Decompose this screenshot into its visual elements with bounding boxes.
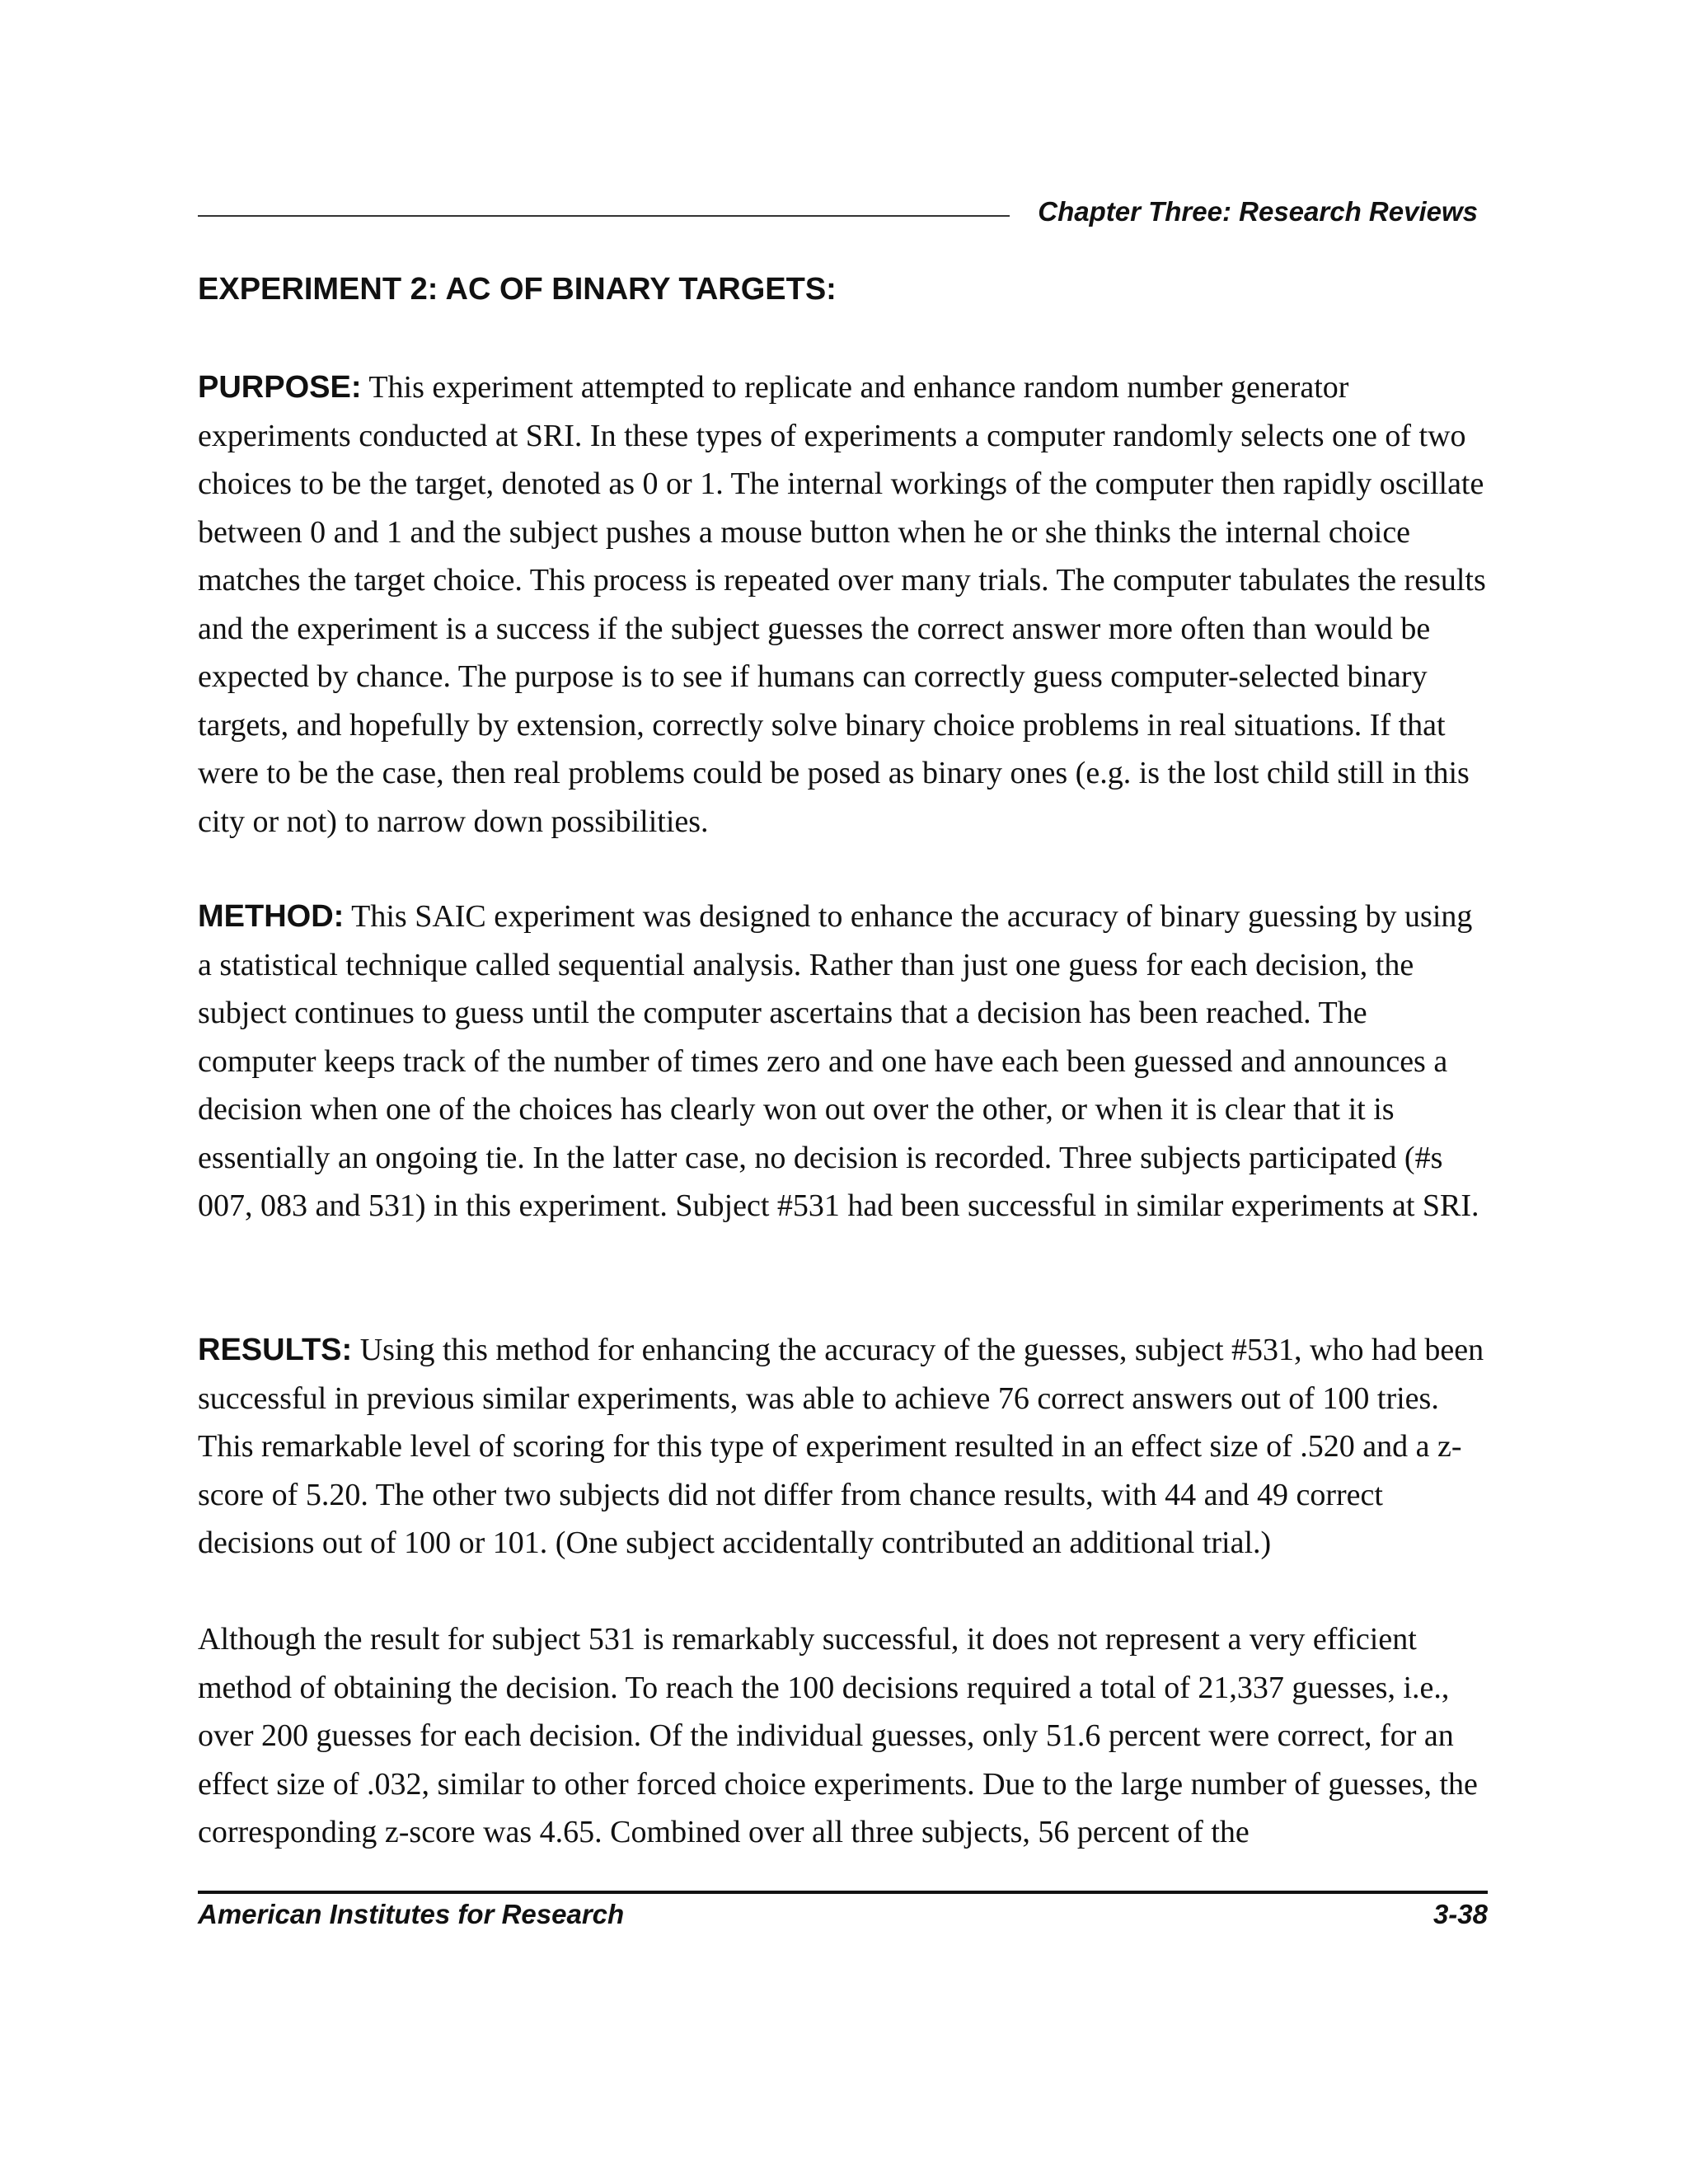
method-paragraph [198,893,1488,1230]
results-text: Using this method for enhancing the accuracy of the guesses, subject #531, who had been successful in previous similar experiments, was able to achieve 76 correct answers out of 100 tries. This remarkable level of scoring for this type of experiment resulted in an effect size of .520 and a z-score of 5.20. The other two subjects did not differ from chance results, with 44 and 49 correct decisions out of 100 or 101. (One subject accidentally contributed an additional trial.) [198,1333,1484,1560]
chapter-header: Chapter Three: Research Reviews [1038,196,1478,227]
results-paragraph [198,1326,1488,1568]
section-title: EXPERIMENT 2: AC OF BINARY TARGETS: [198,272,837,307]
footer-organization: American Institutes for Research [198,1899,625,1929]
method-label: METHOD: [198,899,345,934]
purpose-text: This experiment attempted to replicate and enhance random number generator experiments conducted at SRI. In these types of experiments a computer randomly selects one of two choices to be the target, denoted as 0 or 1. The internal workings of the computer then rapidly oscillate between 0 and 1 and the subject pushes a mouse button when he or she thinks the internal choice matches the target choice. This process is repeated over many trials. The computer tabulates the results and the experiment is a success if the subject guesses the correct answer more often than would be expected by chance. The purpose is to see if humans can correctly guess computer-selected binary targets, and hopefully by extension, correctly solve binary choice problems in real situations. If that were to be the case, then real problems could be posed as binary ones (e.g. is the lost child still in this city or not) to narrow down possibilities. [198,370,1486,839]
purpose-paragraph [198,363,1488,846]
header-rule [198,215,1010,217]
method-text: This SAIC experiment was designed to enhance the accuracy of binary guessing by using a statistical technique called sequential analysis. Rather than just one guess for each decision, the subject continues to guess until the computer ascertains that a decision has been reached. The computer keeps track of the number of times zero and one have each been guessed and announces a decision when one of the choices has clearly won out over the other, or when it is clear that it is essentially an ongoing tie. In the latter case, no decision is recorded. Three subjects participated (#s 007, 083 and 531) in this experiment. Subject #531 had been successful in similar experiments at SRI. [198,899,1479,1223]
footer-page-number: 3-38 [1432,1899,1488,1929]
footer-rule [198,1891,1488,1894]
efficiency-paragraph [198,1615,1488,1857]
results-label: RESULTS: [198,1333,353,1367]
purpose-label: PURPOSE: [198,370,362,405]
efficiency-text: Although the result for subject 531 is remarkably successful, it does not represent a very efficient method of obtaining the decision. To reach the 100 decisions required a total of 21,337 guesses, i.e., over 200 guesses for each decision. Of the individual guesses, only 51.6 percent were correct, for an effect size of .032, similar to other forced choice experiments. Due to the large number of guesses, the corresponding z-score was 4.65. Combined over all three subjects, 56 percent of the [198,1622,1478,1849]
